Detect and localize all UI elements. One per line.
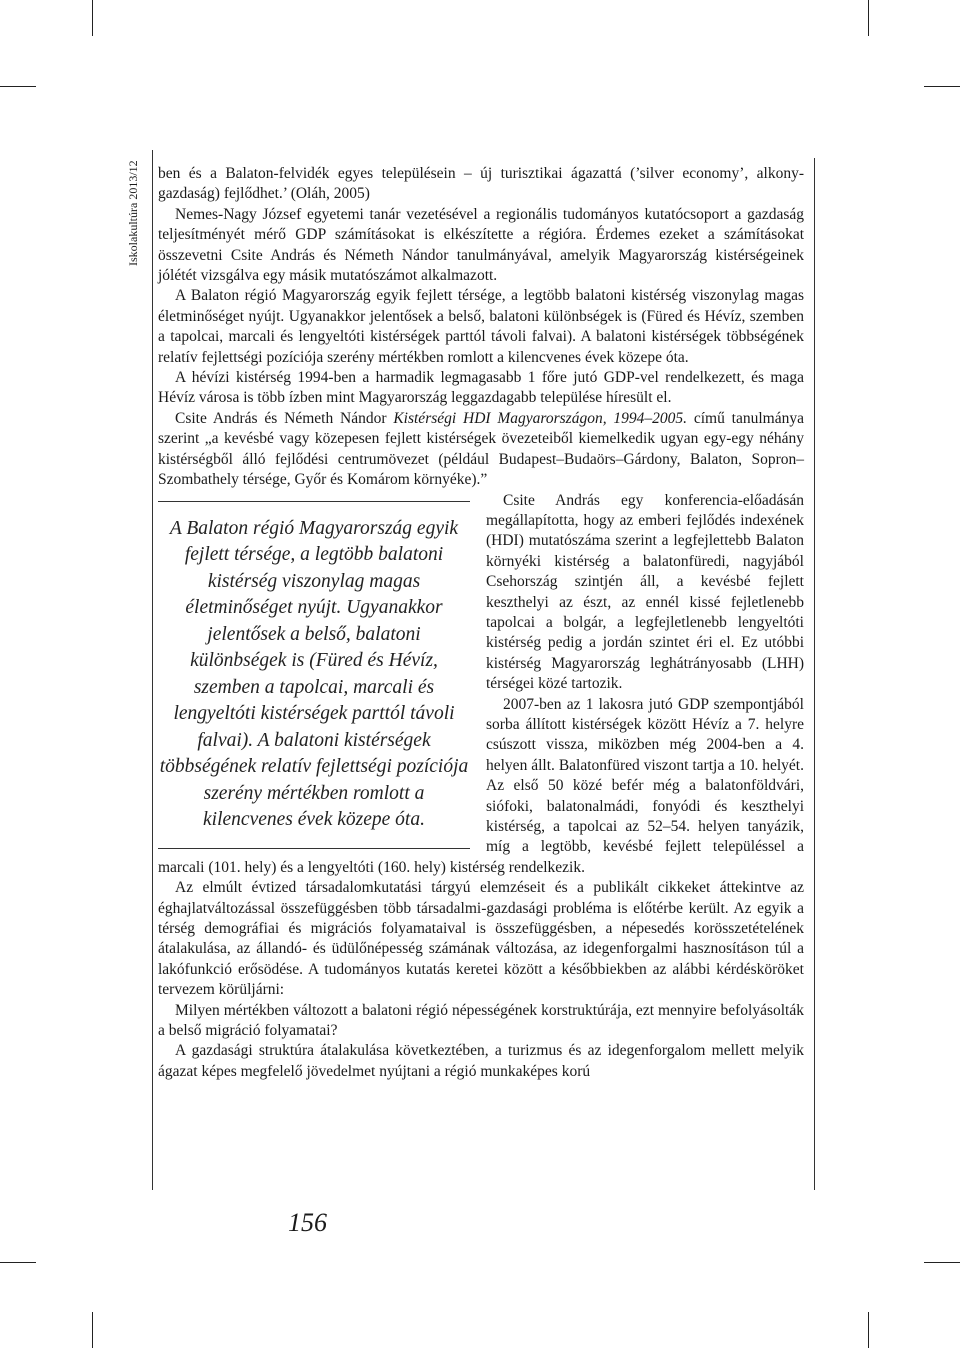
paragraph: A hévízi kistérség 1994-ben a harmadik legmagasabb 1 főre jutó GDP-vel rendelkezett, és maga Hévíz városa is több ízben mint Magyarország leggazdagabb települése híresült el. — [158, 369, 804, 407]
crop-mark-top-right-h — [924, 86, 960, 87]
pull-quote-bottom-rule — [158, 848, 470, 849]
journal-label: Iskolakultúra 2013/12 — [126, 160, 140, 266]
crop-mark-bottom-left-h — [0, 1262, 36, 1263]
crop-mark-top-left-h — [0, 86, 36, 87]
paragraph: Csite András egy konferencia-előadásán megállapította, hogy az emberi fejlődés indexének (HDI) mutatószáma szerint a legfejlettebb Balaton környéki kistérség a balatonfüredi, nagyjából Csehország szintjén áll, a kevésbé fejlett keszthelyi az észt, az ennél kissé fejletlenebb tapolcai a bolgár, a legfejletlenebb lengyeltóti kistérség pedig a jordán szintet éri el. Ez utóbbi kistérség Magyarország leghátrányosabb (LHH) térségei közé tartozik. — [486, 491, 804, 693]
pull-quote — [158, 501, 470, 849]
crop-mark-bottom-right-v — [868, 1312, 869, 1348]
crop-mark-top-left-v — [92, 0, 93, 36]
page-number: 156 — [288, 1208, 327, 1237]
paragraph: Nemes-Nagy József egyetemi tanár vezetésével a regionális tudományos kutatócsoport a gazdaság teljesítményét mérő GDP számításokat is elkészítette a régióra. Érdemes ezeket a számításokat összevetni Csite András és Németh Nándor tanulmányával, amelyik Magyarország kistérségeinek jólétét vizsgálva egy másik mutatószámot alkalmazott. — [158, 205, 804, 285]
crop-mark-top-right-v — [868, 0, 869, 36]
article-body — [158, 164, 804, 1082]
pull-quote-text: A Balaton régió Magyarország egyik fejlett térsége, a legtöbb balatoni kistérség viszonylag magas életminőséget nyújt. Ugyanakkor jelentősek a belső, balatoni különbségek is (Füred és Hévíz, szemben a tapolcai, marcali és lengyeltóti kistérségek parttól távoli falvai). A balatoni kistérségek többségének relatív fejlettségi pozíciója szerény mértékben romlott a kilencvenes évek közepe óta. — [159, 517, 469, 830]
right-column-rule — [814, 158, 815, 1190]
left-column-rule — [152, 150, 153, 1190]
paragraph: ben és a Balaton-felvidék egyes településein – új turisztikai ágazattá (’silver economy’, alkony-gazdaság) fejlődhet.’ (Oláh, 2005) — [158, 165, 804, 203]
paragraph: A Balaton régió Magyarország egyik fejlett térsége, a legtöbb balatoni kistérség viszonylag magas életminőséget nyújt. Ugyanakkor jelentősek a belső, balatoni különbségek is (Füred és Hévíz, szemben a tapolcai, marcali és lengyeltóti kistérségek parttól távoli falvai). A balatoni kistérségek többségének relatív fejlettségi pozíciója szerény mértékben romlott a kilencvenes évek közepe óta. — [158, 287, 804, 366]
crop-mark-bottom-right-h — [924, 1262, 960, 1263]
paragraph: Csite András és Németh Nándor Kistérségi HDI Magyarországon, 1994–2005. című tanulmánya szerint „a kevésbé vagy közepesen fejlett kistérségek övezeteiből kiemelkedik ugyan egy-egy néhány kistérségből álló fejlődési centrumövezet (például Budapest–Budaörs–Gárdony, Balaton, Sopron–Szombathely térsége, Győr és Komárom környéke).” — [158, 409, 804, 489]
paragraph: A gazdasági struktúra átalakulása következtében, a turizmus és az idegenforgalom mellett melyik ágazat képes megfelelő jövedelmet nyújtani a régió munkaképes korú — [158, 1042, 804, 1080]
paragraph: Az elmúlt évtized társadalomkutatási tárgyú elemzéseit és a publikált cikkeket áttekintve az éghajlatváltozással összefüggésben több társadalmi-gazdasági probléma is előtérbe került. Az egyik a térség demográfiai és migrációs folyamataival is összefüggésben, a népesedés korösszetételének átalakulása, az állandó- és üdülőnépesség számának változása, az idegenforgalmi hasznosításon túl a lakófunkció erősödése. A tudományos kutatás keretei között a későbbiekben az alábbi kérdésköröket tervezem körüljárni: — [158, 879, 804, 999]
paragraph: 2007-ben az 1 lakosra jutó GDP szempontjából sorba állított kistérségek között Hévíz a 7. helyre csúszott vissza, miközben még 2004-ben a 4. helyen állt. Balatonfüred viszont tartja a 10. helyét. Az első 50 közé befér még a balatonföldvári, siófoki, balatonalmádi, fonyódi és keszthelyi kistérség, a tapolcai az 52–54. helyen tanyázik, míg a legtöbb, kevésbé fejlett településsel a marcali (101. hely) és a lengyeltóti (160. hely) kistérség rendelkezik. — [158, 695, 804, 876]
crop-mark-bottom-left-v — [92, 1312, 93, 1348]
paragraph: Milyen mértékben változott a balatoni régió népességének korstruktúrája, ezt mennyire befolyásolták a belső migráció folyamatai? — [158, 1001, 804, 1040]
